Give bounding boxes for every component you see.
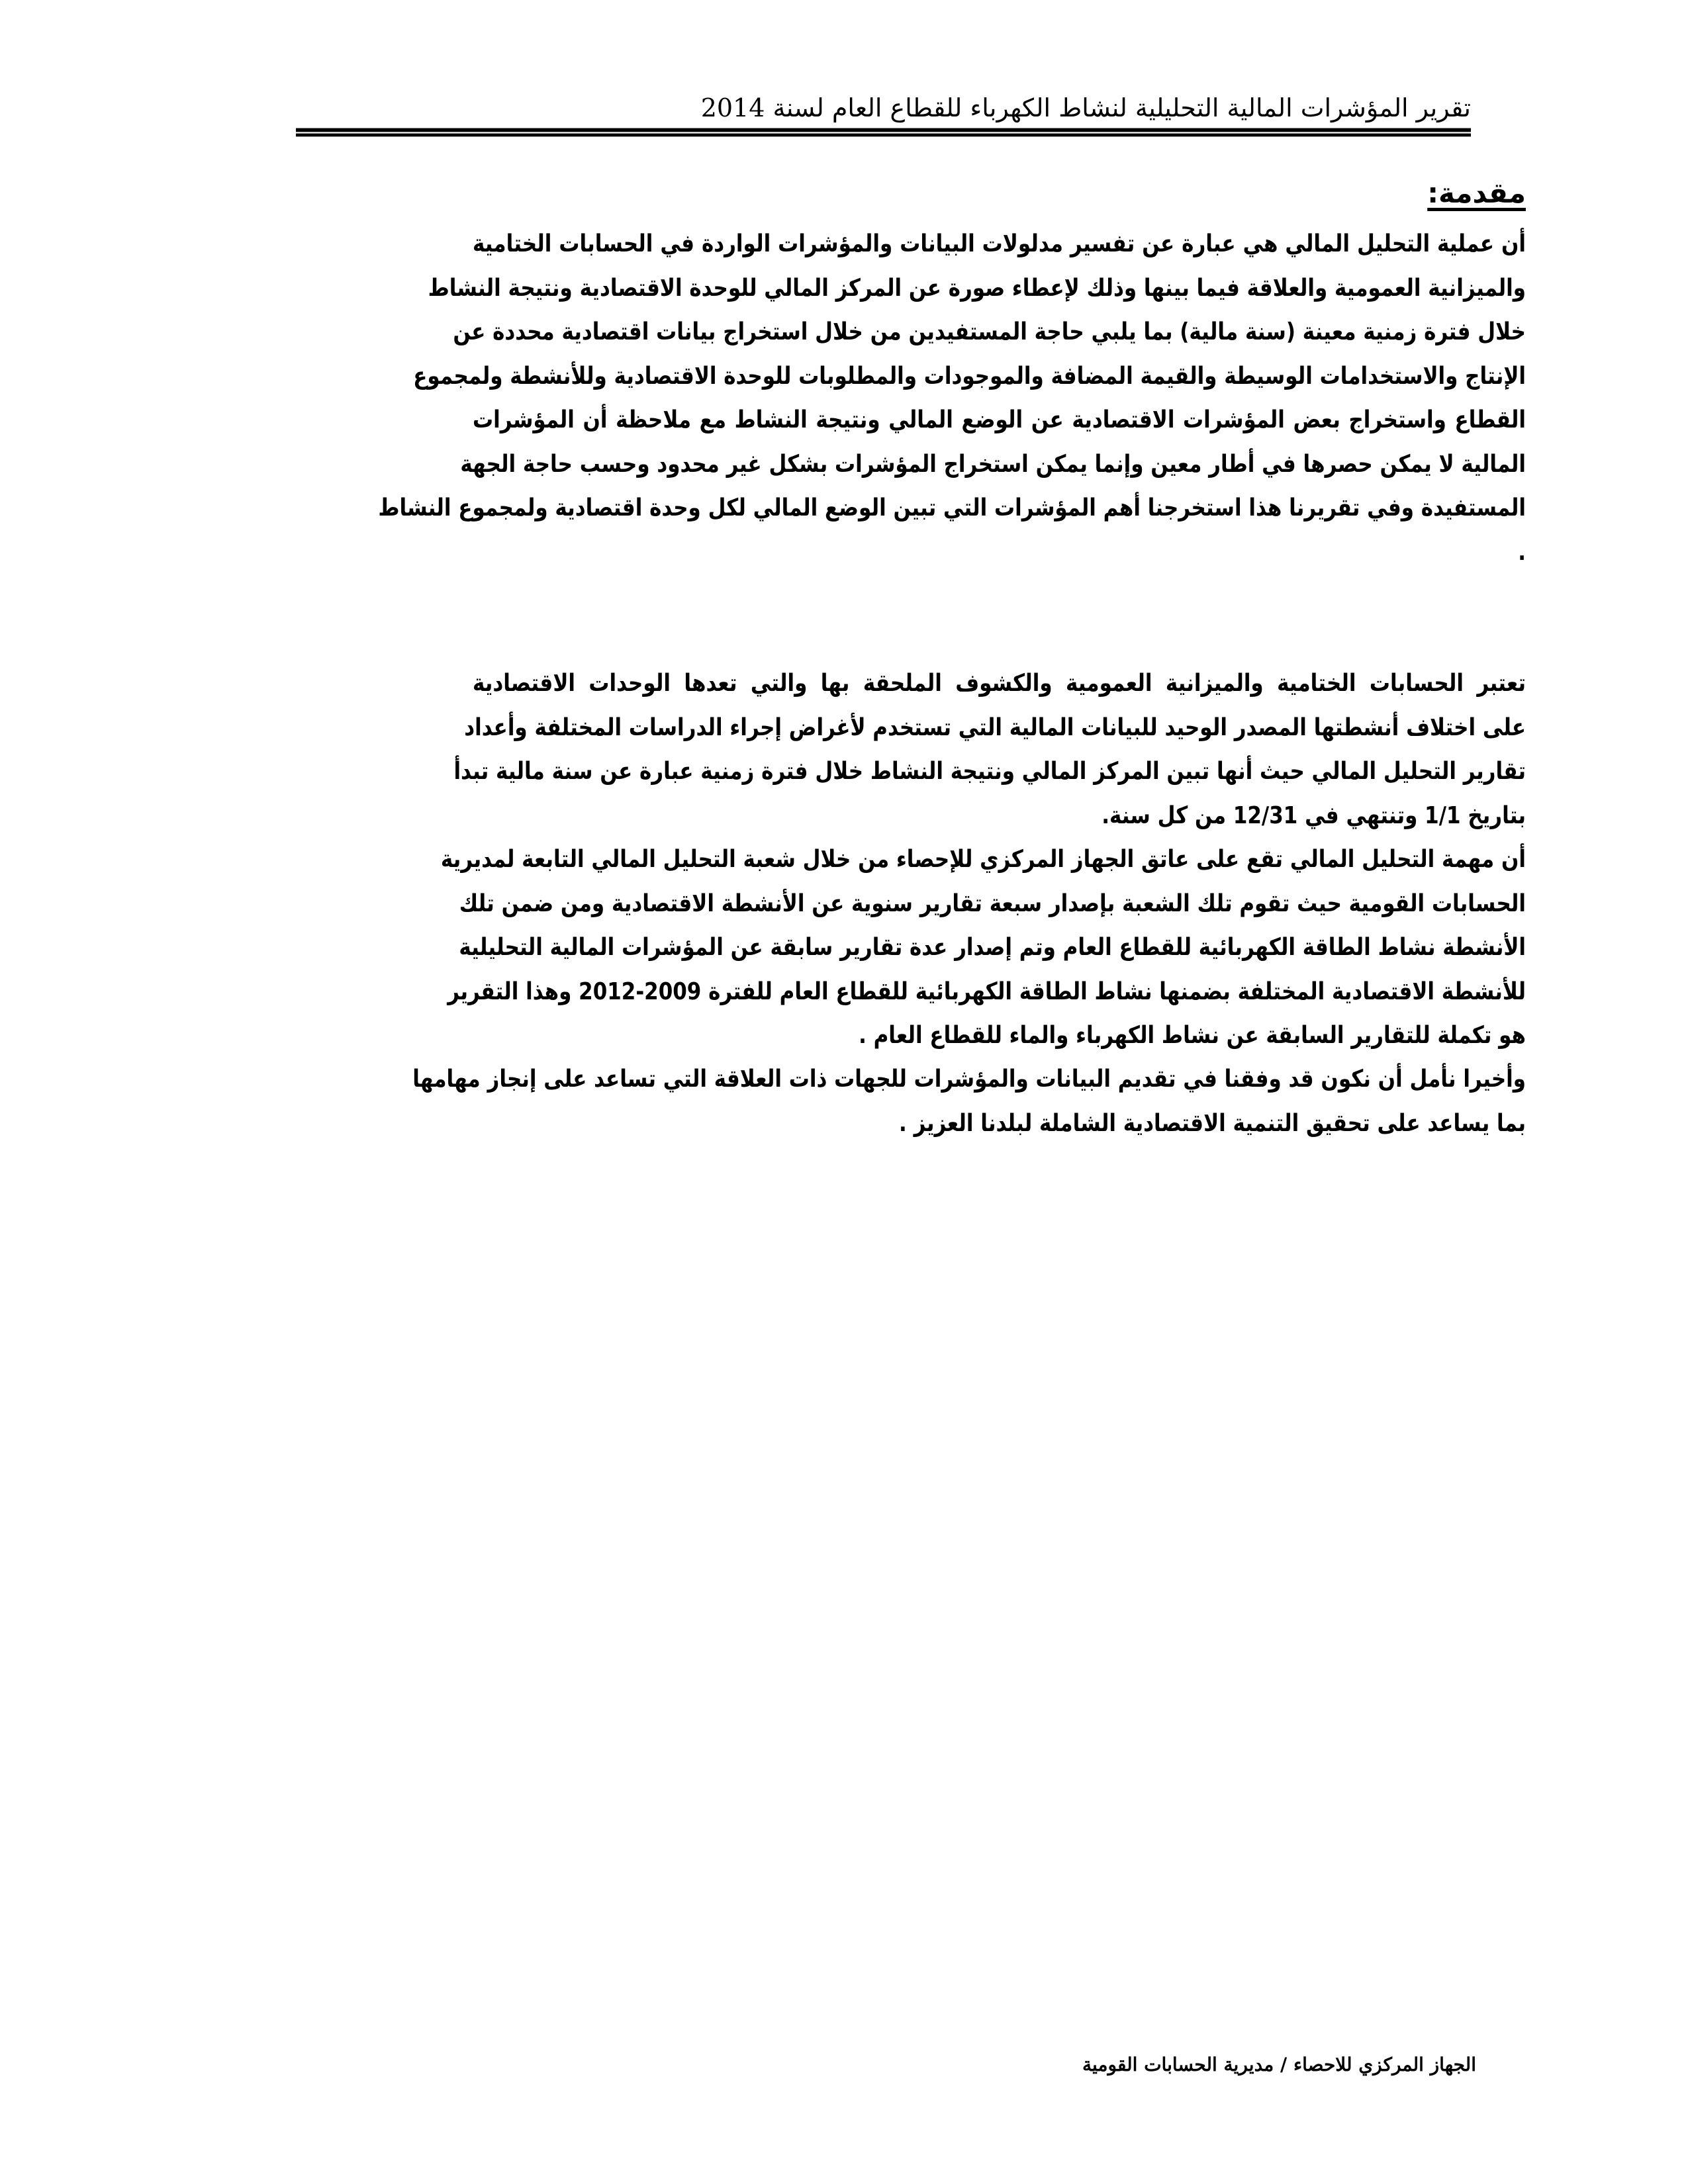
header-rule-thin	[296, 133, 1471, 137]
text-line: تعتبر الحسابات الختامية والميزانية العمومية والكشوف الملحقة بها والتي تعدها الوحدات الاقتصادية	[473, 670, 1526, 697]
section-title-introduction: مقدمة:	[1427, 177, 1526, 209]
text-line: للأنشطة الاقتصادية المختلفة بضمنها نشاط الطاقة الكهربائية للقطاع العام للفترة 2009-2012 وهذا التقرير	[447, 978, 1526, 1005]
text-line: القطاع واستخراج بعض المؤشرات الاقتصادية عن الوضع المالي ونتيجة النشاط مع ملاحظة أن المؤشرات	[473, 406, 1526, 433]
text-line: على اختلاف أنشطتها المصدر الوحيد للبيانات المالية التي تستخدم لأغراض إجراء الدراسات المختلفة وأعداد	[464, 713, 1526, 741]
text-line: بتاريخ 1/1 وتنتهي في 12/31 من كل سنة.	[1102, 801, 1526, 829]
text-line: أن مهمة التحليل المالي تقع على عاتق الجهاز المركزي للإحصاء من خلال شعبة التحليل المالي التابعة لمديرية	[440, 846, 1526, 873]
text-line: هو تكملة للتقارير السابقة عن نشاط الكهرباء والماء للقطاع العام .	[859, 1022, 1526, 1049]
text-line: خلال فترة زمنية معينة (سنة مالية) بما يلبي حاجة المستفيدين من خلال استخراج بيانات اقتصادية محددة عن	[453, 318, 1526, 345]
text-line: .	[1518, 538, 1526, 566]
text-line: أن عملية التحليل المالي هي عبارة عن تفسير مدلولات البيانات والمؤشرات الواردة في الحسابات الختامية	[473, 230, 1526, 257]
text-line: بما يساعد على تحقيق التنمية الاقتصادية الشاملة لبلدنا العزيز .	[899, 1109, 1526, 1137]
text-line: وأخيرا نأمل أن نكون قد وفقنا في تقديم البيانات والمؤشرات للجهات ذات العلاقة التي تساعد على إنجاز مهامها	[412, 1066, 1526, 1093]
text-line: الحسابات القومية حيث تقوم تلك الشعبة بإصدار سبعة تقارير سنوية عن الأنشطة الاقتصادية ومن ضمن تلك	[459, 889, 1526, 917]
text-line: الإنتاج والاستخدامات الوسيطة والقيمة المضافة والموجودات والمطلوبات للوحدة الاقتصادية وللأنشطة ولمجموع	[413, 362, 1526, 390]
text-line: المالية لا يمكن حصرها في أطار معين وإنما يمكن استخراج المؤشرات بشكل غير محدود وحسب حاجة الجهة	[460, 450, 1526, 478]
header-rule-thick	[296, 128, 1471, 132]
paragraph-3	[440, 838, 1526, 1058]
paragraph-4	[412, 1058, 1526, 1146]
running-header-title: تقرير المؤشرات المالية التحليلية لنشاط الكهرباء للقطاع العام لسنة 2014	[700, 93, 1471, 122]
paragraph-1	[378, 222, 1526, 574]
text-line: الأنشطة نشاط الطاقة الكهربائية للقطاع العام وتم إصدار عدة تقارير سابقة عن المؤشرات المالية التحليلية	[459, 934, 1526, 961]
text-line: والميزانية العمومية والعلاقة فيما بينها وذلك لإعطاء صورة عن المركز المالي للوحدة الاقتصادية ونتيجة النشاط	[428, 274, 1526, 302]
text-line: تقارير التحليل المالي حيث أنها تبين المركز المالي ونتيجة النشاط خلال فترة زمنية عبارة عن سنة مالية تبدأ	[453, 758, 1526, 785]
text-line: المستفيدة وفي تقريرنا هذا استخرجنا أهم المؤشرات التي تبين الوضع المالي لكل وحدة اقتصادية ولمجموع النشاط	[378, 494, 1526, 522]
paragraph-2	[453, 662, 1526, 838]
page-footer: الجهاز المركزي للاحصاء / مديرية الحسابات القومية	[1082, 2054, 1476, 2075]
